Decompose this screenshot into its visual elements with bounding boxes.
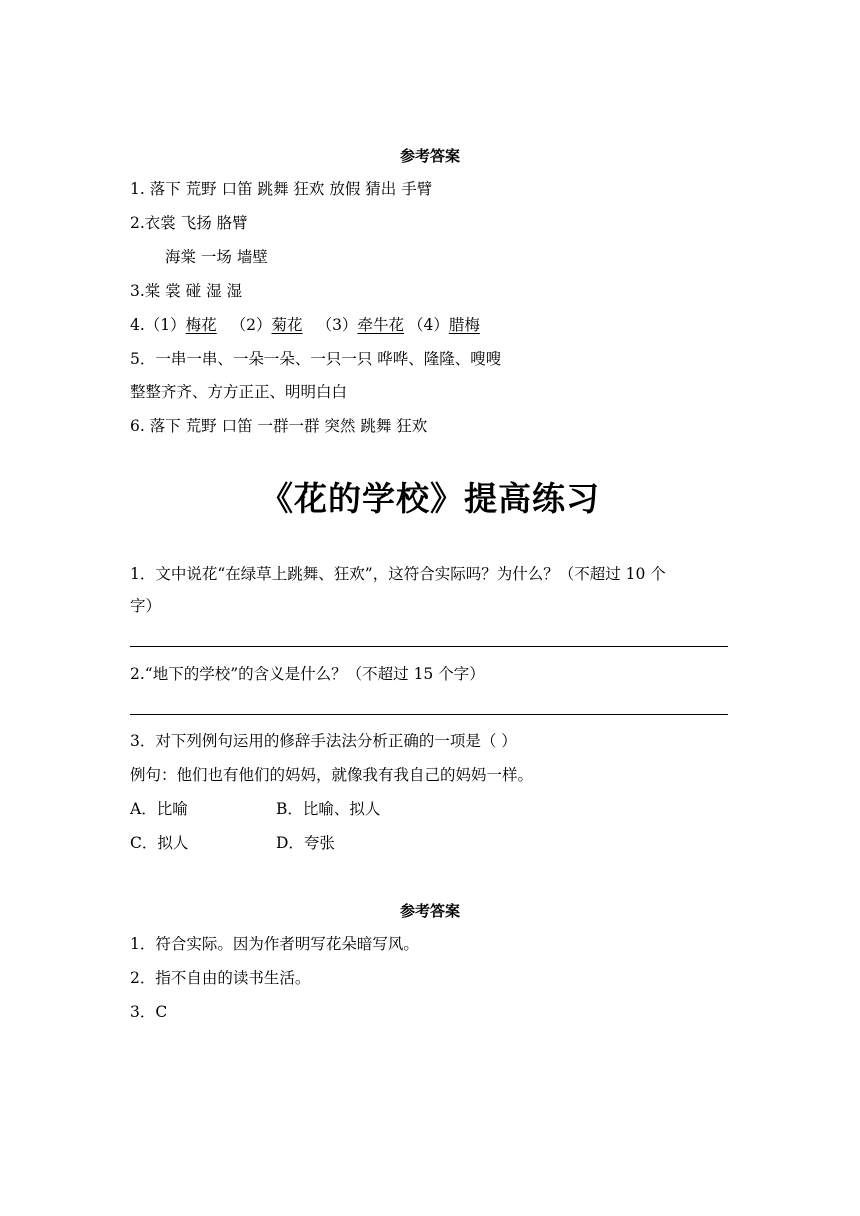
- question-3-example: 例句：他们也有他们的妈妈，就像我有我自己的妈妈一样。: [130, 766, 534, 784]
- answer-4-p3: （3）: [316, 316, 358, 334]
- answer-blank-1: [130, 646, 728, 647]
- answer-line-5a: 5．一串一串、一朵一朵、一只一只 哗哗、隆隆、嗖嗖: [130, 350, 502, 368]
- answer-line-2b: 海棠 一场 墙壁: [165, 248, 268, 266]
- answer2-line-2: 2．指不自由的读书生活。: [130, 969, 311, 987]
- answer2-line-3: 3．C: [130, 1003, 168, 1021]
- answers-heading-1: 参考答案: [399, 147, 460, 165]
- answer-4-prefix: 4.（1）: [130, 316, 186, 334]
- question-1-line-2: 字）: [130, 597, 162, 615]
- answer2-line-1: 1．符合实际。因为作者明写花朵暗写风。: [130, 935, 419, 953]
- answer-blank-2: [130, 714, 728, 715]
- answer-line-1: 1. 落下 荒野 口笛 跳舞 狂欢 放假 猜出 手臂: [130, 180, 433, 198]
- option-b: B．比喻、拟人: [276, 800, 381, 818]
- option-d: D．夸张: [276, 834, 335, 852]
- answer-line-6: 6. 落下 荒野 口笛 一群一群 突然 跳舞 狂欢: [130, 417, 428, 435]
- question-2: 2.“地下的学校”的含义是什么？（不超过 15 个字）: [130, 665, 485, 683]
- answer-line-4: [130, 315, 480, 335]
- answer-line-2a: 2.衣裳 飞扬 胳臂: [130, 214, 248, 232]
- answer-4-1: 梅花: [185, 316, 217, 334]
- answer-4-4: 腊梅: [448, 316, 480, 334]
- question-3: 3．对下列例句运用的修辞手法法分析正确的一项是（ ）: [130, 732, 517, 750]
- answer-4-p2: （2）: [230, 316, 272, 334]
- option-c: C．拟人: [130, 834, 189, 852]
- answer-line-3: 3.棠 裳 碰 湿 湿: [130, 282, 242, 300]
- answers-heading-2: 参考答案: [399, 902, 460, 920]
- answer-line-5b: 整整齐齐、方方正正、明明白白: [130, 383, 348, 401]
- exercise-title: 《花的学校》提高练习: [260, 479, 600, 518]
- question-1-line-1: 1．文中说花“在绿草上跳舞、狂欢”，这符合实际吗？为什么？（不超过 10 个: [130, 565, 666, 583]
- option-a: A．比喻: [130, 800, 188, 818]
- answer-4-p4: （4）: [407, 316, 449, 334]
- answer-4-3: 牵牛花: [357, 316, 404, 334]
- answer-4-2: 菊花: [271, 316, 303, 334]
